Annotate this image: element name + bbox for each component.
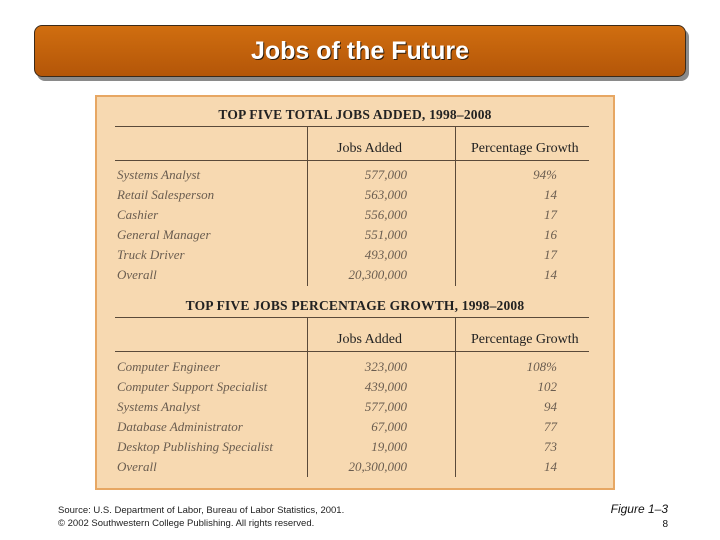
jobs-added-value: 493,000 [364, 247, 407, 262]
row-label: Database Administrator [117, 419, 243, 434]
table1-header-jobs: Jobs Added [337, 141, 402, 156]
row-label: Retail Salesperson [117, 187, 215, 202]
row-label: Truck Driver [117, 247, 185, 262]
row-label: General Manager [117, 227, 211, 242]
table-row [97, 205, 613, 225]
table-row [97, 185, 613, 205]
row-label: Overall [117, 267, 157, 282]
table1-title: TOP FIVE TOTAL JOBS ADDED, 1998–2008 [218, 107, 492, 122]
table-row [97, 265, 613, 285]
table-row [97, 245, 613, 265]
table1-col-divider-2 [455, 126, 456, 160]
jobs-added-value: 556,000 [364, 207, 407, 222]
row-label: Computer Engineer [117, 359, 220, 374]
table-row [97, 457, 613, 477]
table1-header-rule [115, 160, 589, 161]
jobs-added-value: 563,000 [364, 187, 407, 202]
jobs-added-value: 67,000 [371, 419, 407, 434]
table-row [97, 397, 613, 417]
jobs-added-value: 439,000 [364, 379, 407, 394]
source-note: Source: U.S. Department of Labor, Bureau of Labor Statistics, 2001. [58, 505, 345, 516]
percentage-growth-value: 14 [544, 267, 557, 282]
jobs-added-value: 19,000 [371, 439, 407, 454]
copyright-note: © 2002 Southwestern College Publishing. All rights reserved. [58, 518, 315, 529]
figure-label: Figure 1–3 [610, 502, 668, 516]
percentage-growth-value: 17 [544, 247, 557, 262]
slide-title-bar [34, 25, 686, 77]
table2-col-divider-1 [307, 317, 308, 351]
table2-header-rule [115, 351, 589, 352]
row-label: Systems Analyst [117, 399, 201, 414]
row-label: Cashier [117, 207, 159, 222]
table-row [97, 417, 613, 437]
percentage-growth-value: 77 [544, 419, 557, 434]
percentage-growth-value: 94 [544, 399, 557, 414]
percentage-growth-value: 94% [533, 167, 557, 182]
table1-top-rule [115, 126, 589, 127]
table2-header-pct: Percentage Growth [471, 332, 579, 347]
jobs-added-value: 323,000 [364, 359, 407, 374]
percentage-growth-value: 102 [537, 379, 557, 394]
jobs-added-value: 551,000 [364, 227, 407, 242]
row-label: Desktop Publishing Specialist [117, 439, 273, 454]
jobs-added-value: 577,000 [364, 167, 407, 182]
page-number: 8 [662, 519, 668, 530]
jobs-added-value: 577,000 [364, 399, 407, 414]
row-label: Overall [117, 459, 157, 474]
table-row [97, 357, 613, 377]
table-row [97, 165, 613, 185]
table2-title: TOP FIVE JOBS PERCENTAGE GROWTH, 1998–2008 [185, 298, 525, 313]
slide-title: Jobs of the Future [250, 36, 470, 65]
percentage-growth-value: 14 [544, 187, 557, 202]
table-row [97, 437, 613, 457]
percentage-growth-value: 73 [544, 439, 557, 454]
row-label: Computer Support Specialist [117, 379, 268, 394]
percentage-growth-value: 14 [544, 459, 557, 474]
table-row [97, 225, 613, 245]
table2-header-jobs: Jobs Added [337, 332, 402, 347]
jobs-table-panel [95, 95, 615, 490]
table2-top-rule [115, 317, 589, 318]
jobs-added-value: 20,300,000 [348, 267, 407, 282]
table1-header-pct: Percentage Growth [471, 141, 579, 156]
table1-col-divider-1 [307, 126, 308, 160]
percentage-growth-value: 108% [526, 359, 557, 374]
percentage-growth-value: 17 [544, 207, 557, 222]
table2-col-divider-2 [455, 317, 456, 351]
jobs-added-value: 20,300,000 [348, 459, 407, 474]
row-label: Systems Analyst [117, 167, 201, 182]
table-row [97, 377, 613, 397]
percentage-growth-value: 16 [544, 227, 557, 242]
